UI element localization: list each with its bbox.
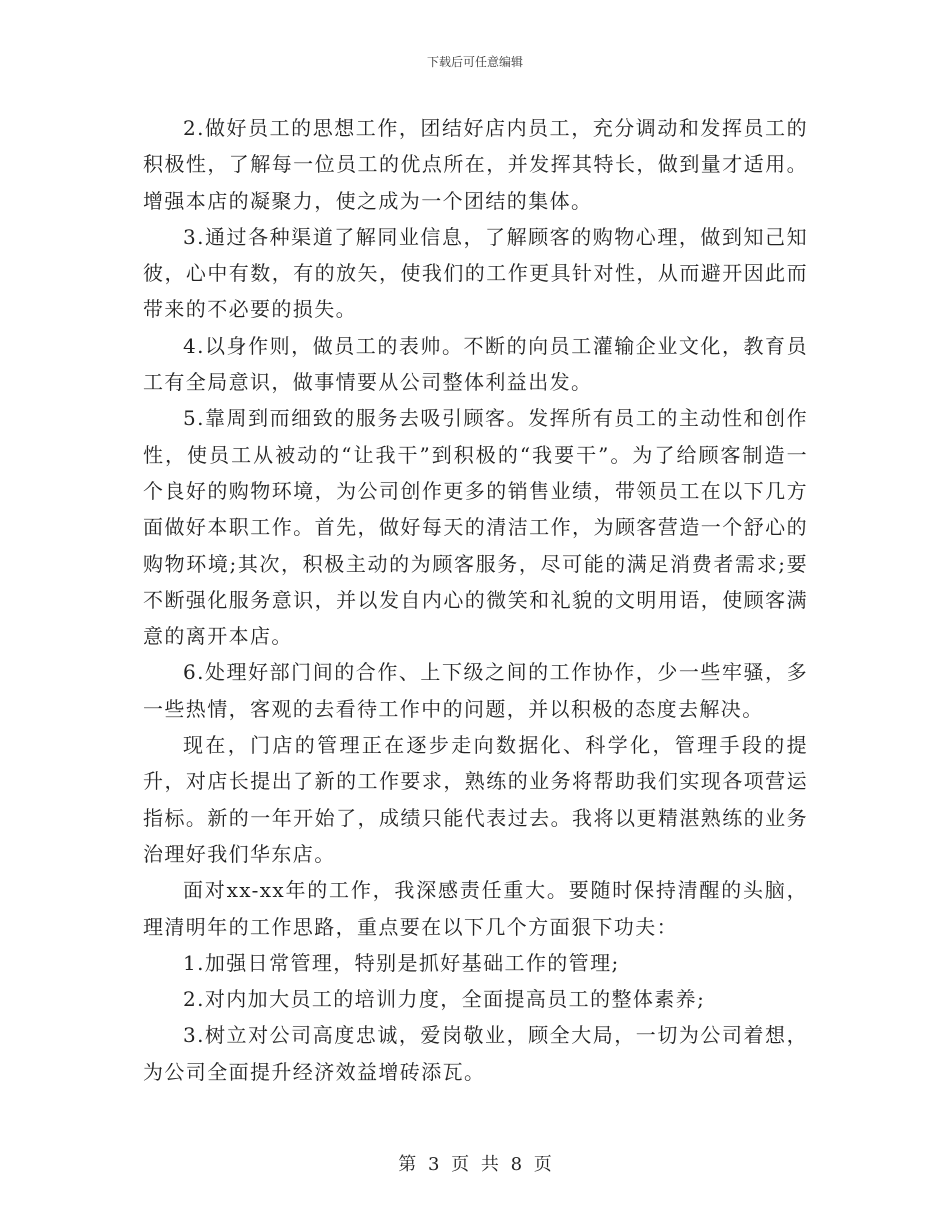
paragraph-next-year: 面对xx-xx年的工作，我深感责任重大。要随时保持清醒的头脑，理清明年的工作思路，重点要在以下几个方面狠下功夫： [143,878,808,939]
paragraph-plan-1: 1.加强日常管理，特别是抓好基础工作的管理; [183,950,620,975]
paragraph-item-2: 2.做好员工的思想工作，团结好店内员工，充分调动和发挥员工的积极性，了解每一位员工的优点所在，并发挥其特长，做到量才适用。增强本店的凝聚力，使之成为一个团结的集体。 [143,116,808,213]
page-header: 下载后可任意编辑 [426,55,523,69]
paragraph-current-status: 现在，门店的管理正在逐步走向数据化、科学化，管理手段的提升，对店长提出了新的工作要求，熟练的业务将帮助我们实现各项营运指标。新的一年开始了，成绩只能代表过去。我将以更精湛熟练的业务治理好我们华东店。 [143,733,808,866]
paragraph-plan-3: 3.树立对公司高度忠诚，爱岗敬业，顾全大局，一切为公司着想，为公司全面提升经济效益增砖添瓦。 [143,1023,808,1084]
paragraph-plan-2: 2.对内加大员工的培训力度，全面提高员工的整体素养; [183,987,706,1012]
page-number-footer: 第 3 页 共 8 页 [398,1154,552,1175]
paragraph-item-3: 3.通过各种渠道了解同业信息，了解顾客的购物心理，做到知己知彼，心中有数，有的放矢，使我们的工作更具针对性，从而避开因此而带来的不必要的损失。 [143,224,808,322]
paragraph-item-5: 5.靠周到而细致的服务去吸引顾客。发挥所有员工的主动性和创作性，使员工从被动的“让我干”到积极的“我要干”。为了给顾客制造一个良好的购物环境，为公司创作更多的销售业绩，带领员工在以下几方面做好本职工作。首先，做好每天的清洁工作，为顾客营造一个舒心的购物环境;其次，积极主动的为顾客服务，尽可能的满足消费者需求;要不断强化服务意识，并以发自内心的微笑和礼貌的文明用语，使顾客满意的离开本店。 [143,406,808,649]
paragraph-item-4: 4.以身作则，做员工的表帅。不断的向员工灌输企业文化，教育员工有全局意识，做事情要从公司整体利益出发。 [143,333,808,395]
paragraph-item-6: 6.处理好部门间的合作、上下级之间的工作协作，少一些牢骚，多一些热情，客观的去看待工作中的问题，并以积极的态度去解决。 [143,660,808,721]
document-body [143,110,808,1090]
